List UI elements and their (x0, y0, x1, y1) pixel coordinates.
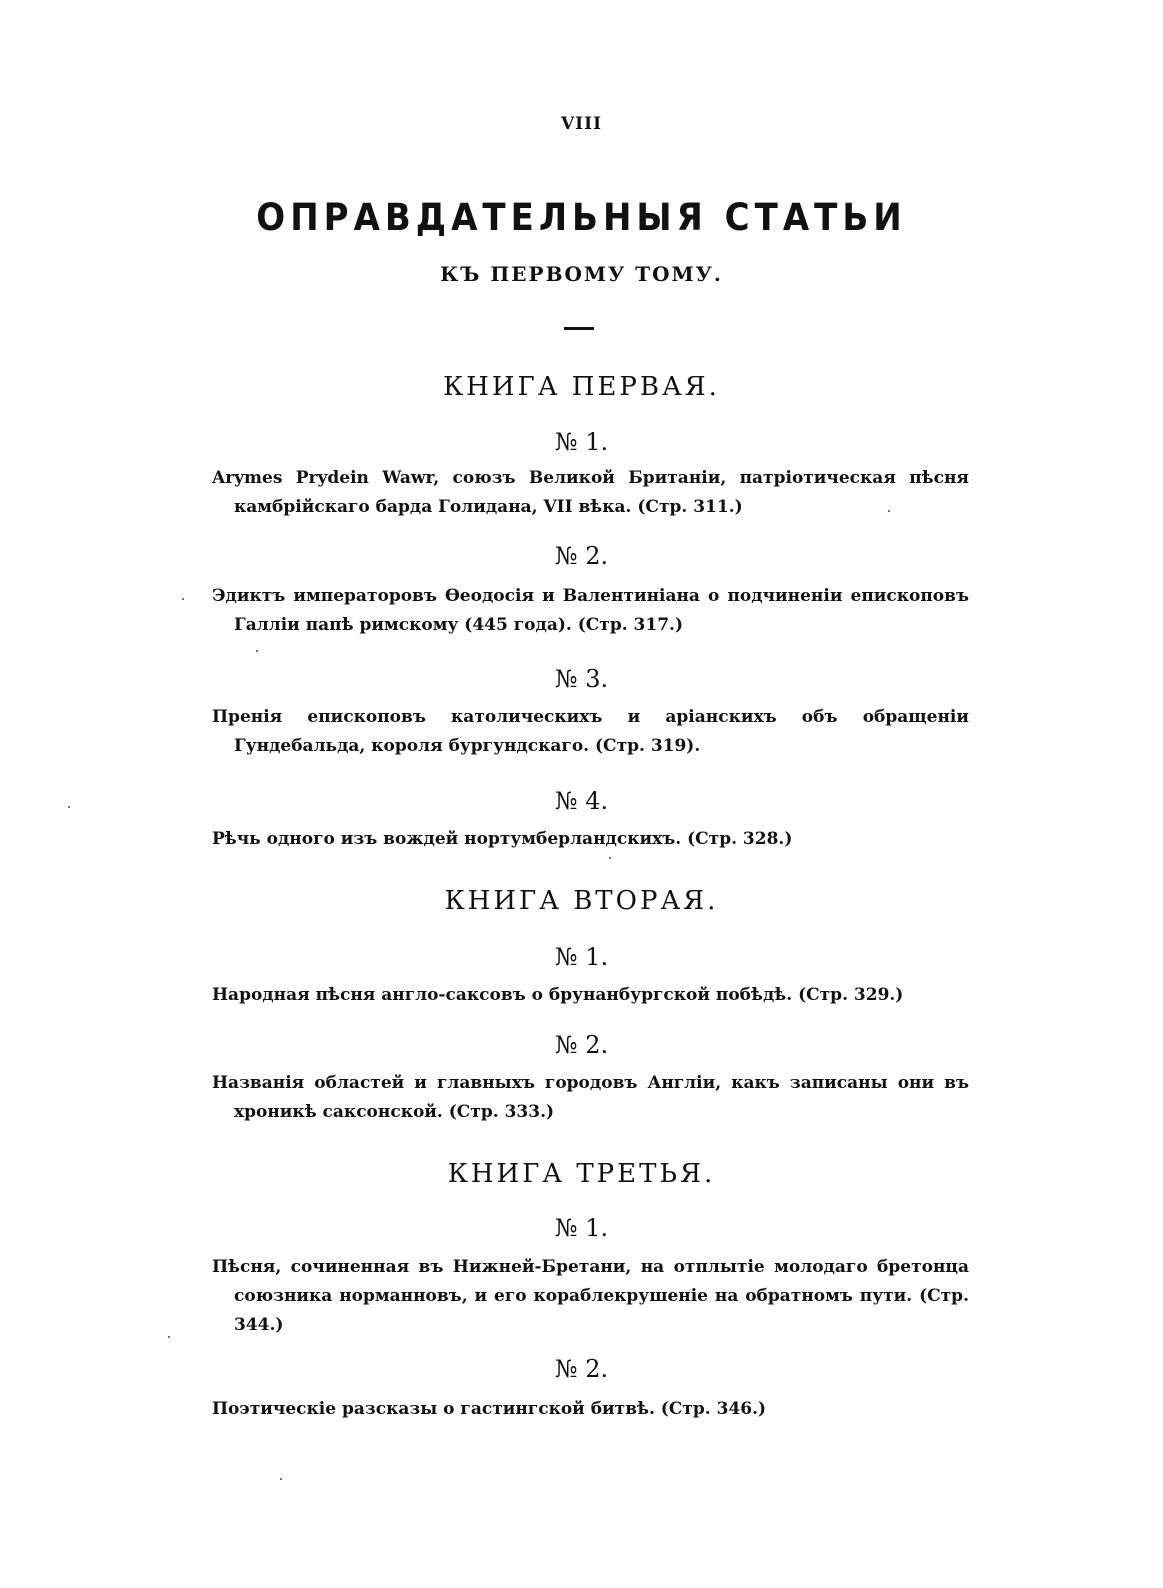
entry-text: Поэтическіе разсказы о гастингской битвѣ. (Стр. 346.) (212, 1399, 767, 1419)
entry-text: Пѣсня, сочиненная въ Нижней-Бретани, на отплытіе молодаго бретонца союзника норманновъ, и его кораблекрушеніе на обратномъ пути. (Стр. 344.) (212, 1257, 969, 1335)
entry-text: Рѣчь одного изъ вождей нортумберландскихъ. (Стр. 328.) (212, 829, 793, 849)
entry-text: Эдиктъ императоровъ Ѳеодосія и Валентиніана о подчиненіи епископовъ Галліи папѣ римскому (445 года). (Стр. 317.) (212, 586, 969, 635)
item-number: № 2. (554, 542, 609, 570)
page-title: ОПРАВДАТЕЛЬНЫЯ СТАТЬИ (256, 196, 907, 240)
scan-speck (256, 650, 258, 652)
item-number: № 1. (554, 1214, 609, 1242)
item-number: № 2. (554, 1031, 609, 1059)
entry-text: Пренія епископовъ католическихъ и аріанскихъ объ обращеніи Гундебальда, короля бургундскаго. (Стр. 319). (212, 707, 969, 756)
separator-dash (564, 327, 594, 330)
scan-speck (182, 598, 184, 600)
entry-text: Названія областей и главныхъ городовъ Англіи, какъ записаны они въ хроникѣ саксонской. (Стр. 333.) (212, 1073, 969, 1122)
item-number: № 2. (554, 1355, 609, 1383)
scan-speck (168, 1336, 170, 1338)
page-number: VIII (560, 114, 603, 134)
scan-speck (888, 510, 890, 512)
scan-speck (609, 857, 611, 859)
item-number: № 4. (554, 787, 609, 815)
page-subtitle: КЪ ПЕРВОМУ ТОМУ. (440, 262, 723, 286)
scan-speck (280, 1478, 282, 1480)
book-heading-1: КНИГА ПЕРВАЯ. (443, 372, 720, 402)
item-number: № 1. (554, 943, 609, 971)
book-heading-2: КНИГА ВТОРАЯ. (444, 886, 719, 916)
book-heading-3: КНИГА ТРЕТЬЯ. (447, 1159, 716, 1189)
scan-speck (68, 806, 70, 808)
entry-text: Arymes Prydein Wawr, союзъ Великой Британіи, патріотическая пѣсня камбрійскаго барда Голидана, VII вѣка. (Стр. 311.) (212, 468, 969, 517)
item-number: № 1. (554, 428, 609, 456)
entry-text: Народная пѣсня англо-саксовъ о брунанбургской побѣдѣ. (Стр. 329.) (212, 985, 904, 1005)
item-number: № 3. (554, 665, 609, 693)
